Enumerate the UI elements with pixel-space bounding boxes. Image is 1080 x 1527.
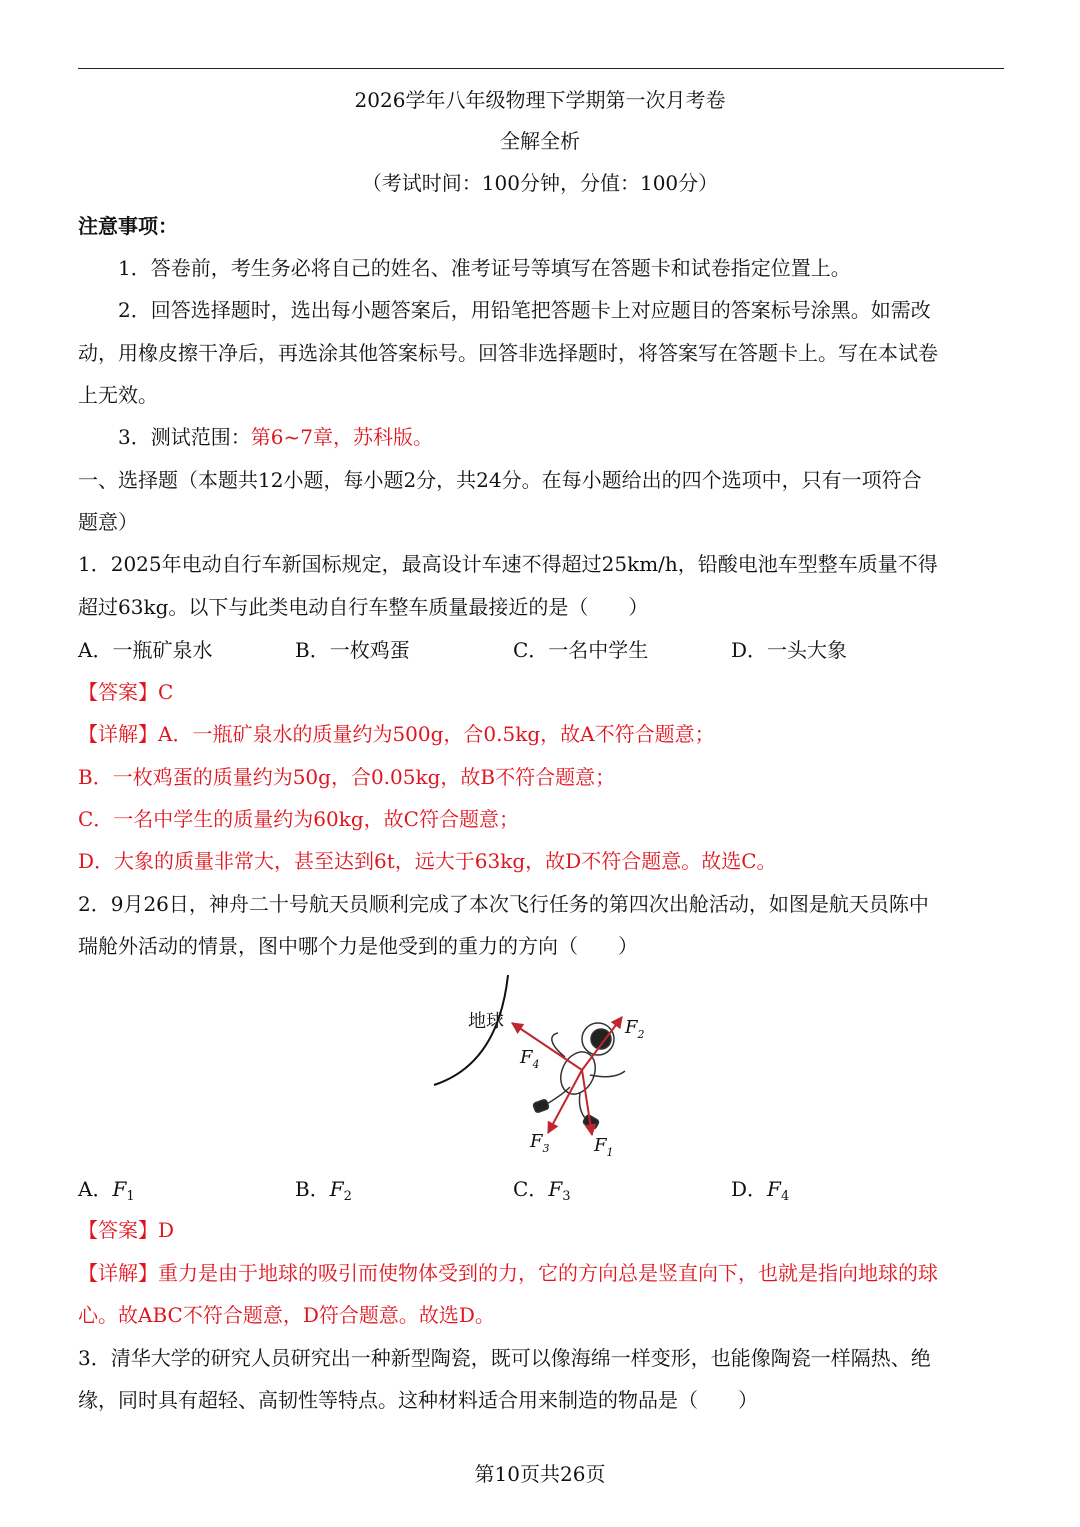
q1-stem-line-1: 1．2025年电动自行车新国标规定，最高设计车速不得超过25km/h，铅酸电池车型整车质量不得 — [78, 552, 938, 576]
q1-option-a: A．一瓶矿泉水 — [78, 638, 213, 662]
page-footer: 第10页共26页 — [474, 1462, 606, 1486]
header-rule — [78, 68, 1004, 69]
q1-answer: 【答案】C — [78, 680, 174, 704]
q1-detail-line-2: B．一枚鸡蛋的质量约为50g，合0.05kg，故B不符合题意； — [78, 765, 616, 789]
q2-detail-line-2: 心。故ABC不符合题意，D符合题意。故选D。 — [78, 1303, 495, 1327]
q3-stem-line-2: 缘，同时具有超轻、高韧性等特点。这种材料适合用来制造的物品是（ ） — [78, 1388, 758, 1412]
page-subtitle: 全解全析 — [500, 129, 580, 153]
notice-item-3-prefix: 3．测试范围： — [118, 425, 251, 449]
section-1-heading-line-2: 题意） — [78, 510, 138, 534]
f1-label: $F_1$ — [594, 1135, 614, 1159]
q1-detail-line-4: D．大象的质量非常大，甚至达到6t，远大于63kg，故D不符合题意。故选C。 — [78, 849, 777, 873]
q2-detail-line-1: 【详解】重力是由于地球的吸引而使物体受到的力，它的方向总是竖直向下，也就是指向地球的球 — [78, 1261, 938, 1285]
earth-label: 地球 — [468, 1011, 504, 1032]
exam-info: （考试时间：100分钟，分值：100分） — [361, 171, 719, 195]
q2-answer: 【答案】D — [78, 1218, 175, 1242]
notice-item-2-line-3: 上无效。 — [78, 383, 158, 407]
f3-label: $F_3$ — [530, 1131, 550, 1155]
q1-option-b: B．一枚鸡蛋 — [295, 638, 410, 662]
notice-item-1: 1．答卷前，考生务必将自己的姓名、准考证号等填写在答题卡和试卷指定位置上。 — [118, 256, 851, 280]
q2-option-d: D．$F_4$ — [731, 1177, 790, 1204]
notice-item-3 — [118, 425, 433, 449]
f4-label: $F_4$ — [520, 1047, 540, 1071]
q2-stem-line-1: 2．9月26日，神舟二十号航天员顺利完成了本次飞行任务的第四次出舱活动，如图是航天员陈中 — [78, 892, 929, 916]
astronaut-force-diagram — [420, 975, 660, 1165]
q1-stem-line-2: 超过63kg。以下与此类电动自行车整车质量最接近的是（ ） — [78, 595, 649, 619]
q2-option-c: C．$F_3$ — [513, 1177, 571, 1204]
q1-detail-line-3: C．一名中学生的质量约为60kg，故C符合题意； — [78, 807, 519, 831]
section-1-heading-line-1: 一、选择题（本题共12小题，每小题2分，共24分。在每小题给出的四个选项中，只有一项符合 — [78, 468, 922, 492]
q1-option-d: D．一头大象 — [731, 638, 848, 662]
q1-detail-line-1: 【详解】A．一瓶矿泉水的质量约为500g，合0.5kg，故A不符合题意； — [78, 722, 715, 746]
page-title: 2026学年八年级物理下学期第一次月考卷 — [354, 88, 726, 112]
f2-label: $F_2$ — [625, 1017, 645, 1041]
notice-heading: 注意事项： — [78, 214, 178, 238]
q2-option-b: B．$F_2$ — [295, 1177, 352, 1204]
q3-stem-line-1: 3．清华大学的研究人员研究出一种新型陶瓷，既可以像海绵一样变形，也能像陶瓷一样隔热、绝 — [78, 1346, 931, 1370]
q2-stem-line-2: 瑞舱外活动的情景，图中哪个力是他受到的重力的方向（ ） — [78, 934, 638, 958]
q2-option-a: A．$F_1$ — [78, 1177, 135, 1204]
notice-item-2-line-2: 动，用橡皮擦干净后，再选涂其他答案标号。回答非选择题时，将答案写在答题卡上。写在本试卷 — [78, 341, 938, 365]
test-range: 第6~7章，苏科版。 — [250, 425, 433, 449]
notice-item-2-line-1: 2．回答选择题时，选出每小题答案后，用铅笔把答题卡上对应题目的答案标号涂黑。如需改 — [118, 298, 931, 322]
q1-option-c: C．一名中学生 — [513, 638, 649, 662]
